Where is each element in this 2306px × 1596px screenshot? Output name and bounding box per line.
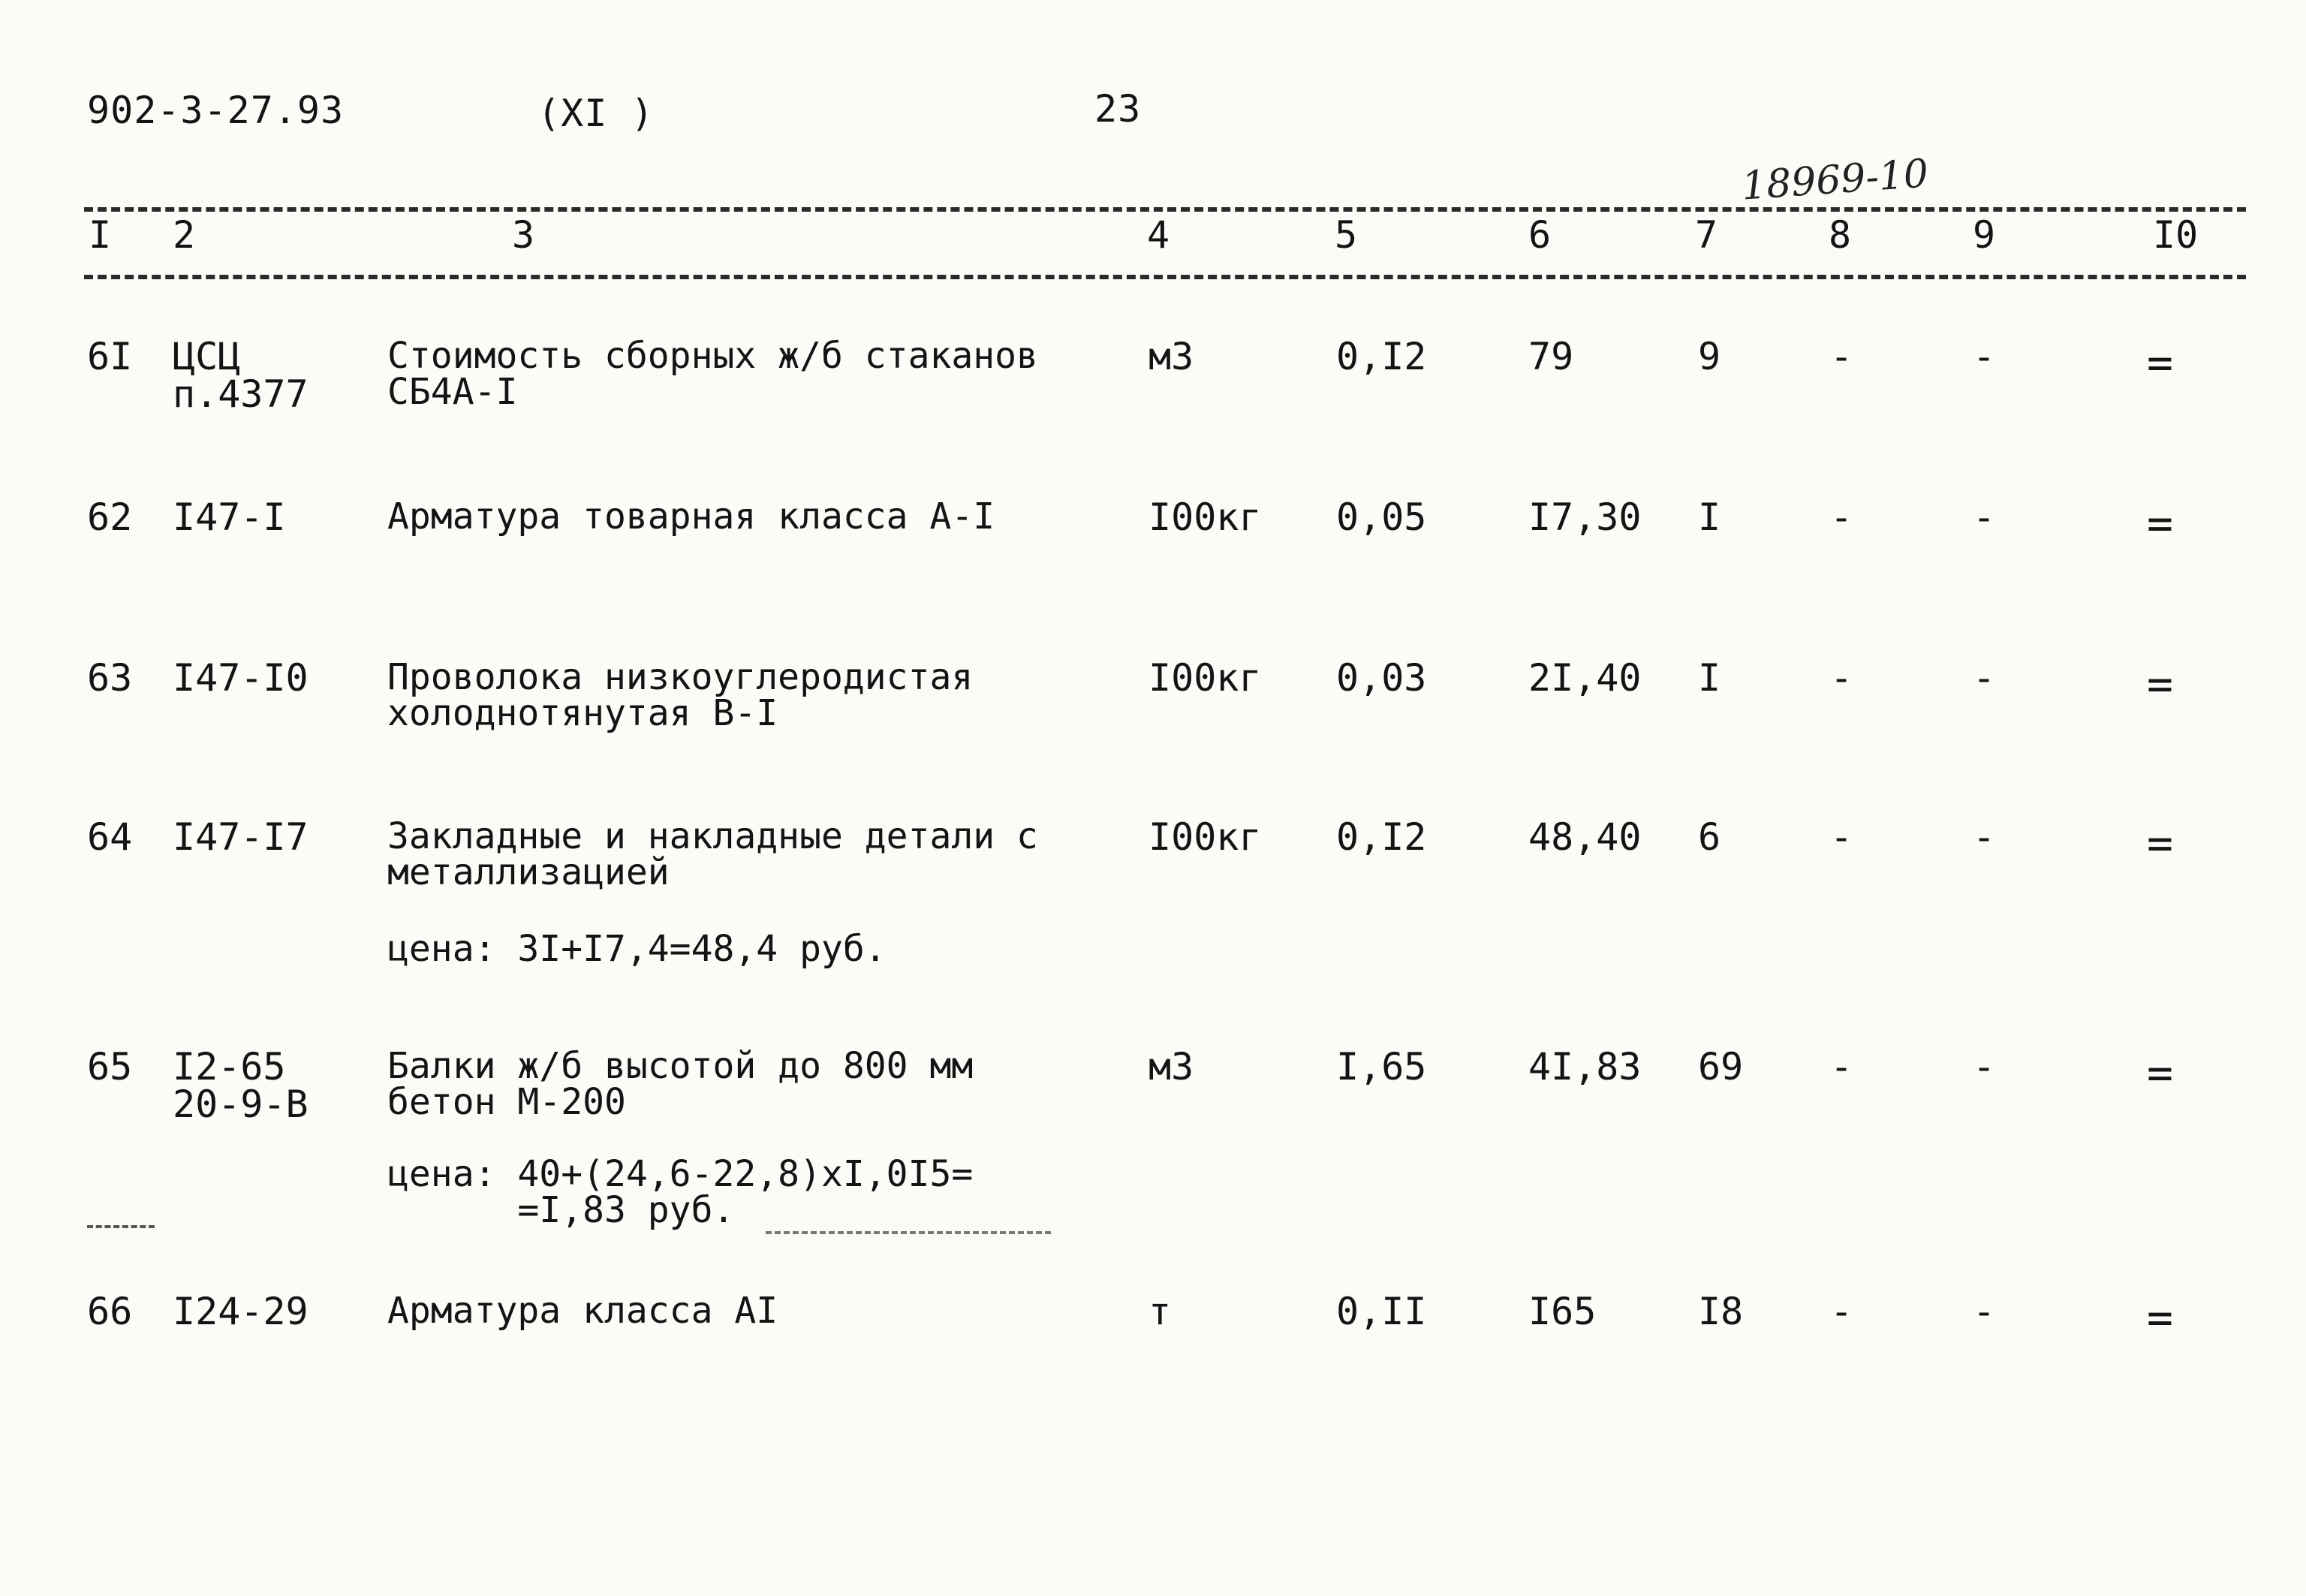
column-header-3: 3 — [512, 213, 535, 257]
document-code: 902-3-27.93 — [87, 89, 345, 132]
total-cell: 6 — [1698, 815, 1721, 859]
norm-code — [173, 495, 286, 539]
work-description-line: Балки ж/б высотой до 800 мм — [387, 1045, 974, 1087]
column-9-cell: - — [1973, 335, 1996, 378]
column-10-cell: = — [2147, 337, 2173, 388]
column-10-cell: = — [2147, 1047, 2173, 1098]
norm-code-line: I47-I0 — [173, 656, 309, 700]
price-note-line: цена: 3I+I7,4=48,4 руб. — [387, 928, 887, 970]
total-cell: I — [1698, 495, 1721, 539]
column-9-cell: - — [1973, 495, 1996, 539]
quantity-cell: 0,03 — [1336, 656, 1427, 700]
quantity-cell: 0,I2 — [1336, 335, 1427, 378]
column-header-4: 4 — [1147, 213, 1170, 257]
unit-price-cell: I7,30 — [1528, 495, 1642, 539]
handwritten-reference: 18969-10 — [1740, 151, 1930, 209]
unit-price-cell: 4I,83 — [1528, 1045, 1642, 1089]
row-number: 65 — [87, 1045, 133, 1089]
norm-code-line: п.4377 — [173, 372, 309, 416]
column-10-cell: = — [2147, 658, 2173, 709]
column-header-6: 6 — [1528, 213, 1552, 257]
price-note-line: цена: 40+(24,6-22,8)хI,0I5= — [387, 1153, 974, 1195]
unit-cell: I00кг — [1148, 656, 1262, 700]
work-description-line: Арматура класса АI — [387, 1290, 778, 1332]
table-header-rule — [84, 275, 2246, 279]
stray-mark — [766, 1231, 1051, 1234]
norm-code-line: I2-65 — [173, 1045, 286, 1089]
total-cell: 9 — [1698, 335, 1721, 378]
price-note-line: =I,83 руб. — [387, 1189, 735, 1231]
norm-code — [173, 1290, 309, 1333]
page-number: 23 — [1094, 87, 1142, 131]
work-description-line: холоднотянутая В-I — [387, 692, 778, 734]
column-8-cell: - — [1830, 1290, 1853, 1333]
column-header-9: 9 — [1973, 213, 1996, 257]
work-description — [387, 815, 1038, 893]
column-header-2: 2 — [173, 213, 196, 257]
norm-code — [173, 1045, 309, 1126]
unit-cell: т — [1148, 1290, 1172, 1333]
quantity-cell: 0,I2 — [1336, 815, 1427, 859]
column-header-5: 5 — [1335, 213, 1358, 257]
work-description-line: Арматура товарная класса А-I — [387, 495, 995, 538]
norm-code-line: ЦСЦ — [173, 335, 241, 378]
column-8-cell: - — [1830, 656, 1853, 700]
norm-code-line: I47-I7 — [173, 815, 309, 859]
column-9-cell: - — [1973, 815, 1996, 859]
total-cell: I8 — [1698, 1290, 1744, 1333]
column-9-cell: - — [1973, 656, 1996, 700]
unit-cell: I00кг — [1148, 815, 1262, 859]
work-description-line: Проволока низкоуглеродистая — [387, 656, 974, 698]
row-number: 66 — [87, 1290, 133, 1333]
stray-mark — [87, 1225, 155, 1228]
work-description-line: Стоимость сборных ж/б стаканов — [387, 335, 1038, 377]
row-number: 62 — [87, 495, 133, 539]
column-8-cell: - — [1830, 1045, 1853, 1089]
quantity-cell: 0,II — [1336, 1290, 1427, 1333]
work-description — [387, 656, 974, 734]
column-10-cell: = — [2147, 498, 2173, 549]
column-header-7: 7 — [1695, 213, 1718, 257]
unit-cell: I00кг — [1148, 495, 1262, 539]
work-description-line: бетон М-200 — [387, 1081, 626, 1123]
work-description-line: металлизацией — [387, 851, 670, 893]
quantity-cell: 0,05 — [1336, 495, 1427, 539]
row-number: 6I — [87, 335, 133, 378]
work-description — [387, 1290, 778, 1332]
work-description — [387, 335, 1038, 413]
column-header-8: 8 — [1829, 213, 1852, 257]
unit-cell: м3 — [1148, 1045, 1194, 1089]
table-top-rule — [84, 207, 2246, 212]
row-number: 64 — [87, 815, 133, 859]
total-cell: I — [1698, 656, 1721, 700]
unit-price-cell: 48,40 — [1528, 815, 1642, 859]
column-8-cell: - — [1830, 495, 1853, 539]
column-10-cell: = — [2147, 818, 2173, 869]
unit-price-cell: 2I,40 — [1528, 656, 1642, 700]
quantity-cell: I,65 — [1336, 1045, 1427, 1089]
column-8-cell: - — [1830, 335, 1853, 378]
part-label: (XI ) — [537, 92, 655, 135]
column-header-1: I — [89, 213, 112, 257]
unit-price-cell: I65 — [1528, 1290, 1597, 1333]
work-description — [387, 1045, 974, 1123]
column-8-cell: - — [1830, 815, 1853, 859]
column-9-cell: - — [1973, 1045, 1996, 1089]
norm-code-line: I24-29 — [173, 1290, 309, 1333]
norm-code — [173, 335, 309, 416]
unit-price-cell: 79 — [1528, 335, 1574, 378]
column-header-10: I0 — [2153, 213, 2199, 257]
norm-code-line: I47-I — [173, 495, 286, 539]
column-10-cell: = — [2147, 1292, 2173, 1343]
column-9-cell: - — [1973, 1290, 1996, 1333]
work-description — [387, 495, 995, 538]
price-note — [387, 928, 887, 970]
norm-code-line: 20-9-В — [173, 1083, 309, 1126]
norm-code — [173, 656, 309, 700]
work-description-line: СБ4А-I — [387, 371, 518, 413]
work-description-line: Закладные и накладные детали с — [387, 815, 1038, 857]
price-note — [387, 1153, 974, 1231]
unit-cell: м3 — [1148, 335, 1194, 378]
row-number: 63 — [87, 656, 133, 700]
norm-code — [173, 815, 309, 859]
total-cell: 69 — [1698, 1045, 1744, 1089]
